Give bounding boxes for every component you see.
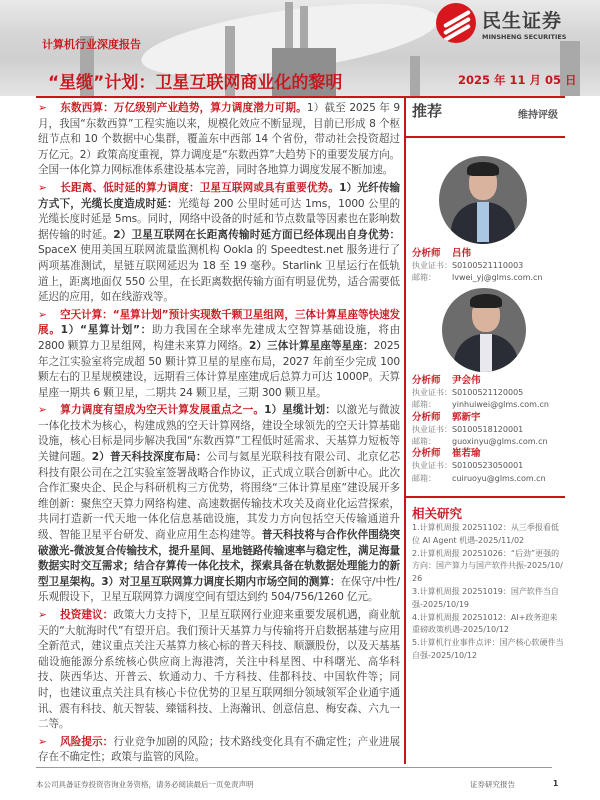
summary-point xyxy=(38,403,400,606)
related-research-title: 相关研究 xyxy=(412,506,463,521)
point-text: 以激光与微波一体化技术为核心，构建成熟的空天计算网络，建设全球领先的空天计算基础设施，核心目标是同步解决我国“东数西算”工程低时延需求、天基算力短板等关键问题。 xyxy=(38,404,400,464)
analyst-email[interactable]: lvwei_yj@glms.com.cn xyxy=(452,273,543,283)
analyst-email[interactable]: cuiruoyu@glms.com.cn xyxy=(452,473,546,483)
related-research-item[interactable]: 4.计算机周报 20251012：AI+政务迎来重磅政策机遇-2025/10/12 xyxy=(412,612,558,635)
bullet-arrow-icon: ➢ xyxy=(38,308,47,321)
related-research-item[interactable]: 3.计算机周报 20251019：国产软件当自强-2025/10/19 xyxy=(412,586,559,609)
email-label: 邮箱： xyxy=(412,400,436,410)
analyst-role: 分析师 xyxy=(412,375,441,386)
summary-point xyxy=(38,181,400,306)
point-subheading: 1）“星算计划”： xyxy=(60,324,152,337)
analyst-card xyxy=(412,375,592,485)
header-divider xyxy=(36,96,565,98)
related-research-item[interactable]: 2.计算机周报 20251026：“后劲”更强的方向：国产算力与国产软件共振-2025/10/26 xyxy=(412,548,563,584)
report-title: “星缆”计划：卫星互联网商业化的黎明 xyxy=(48,73,343,93)
rating-value: 维持评级 xyxy=(518,110,558,121)
page-number: 1 xyxy=(553,779,559,788)
related-research-item[interactable]: 1.计算机周报 20251102：从三季报看低位 AI Agent 机遇-2025/11/02 xyxy=(412,523,559,545)
analyst-role: 分析师 xyxy=(412,248,441,259)
summary-point xyxy=(38,308,400,402)
point-heading: 长距离、低时延的算力调度：卫星互联网或具有重要优势。 xyxy=(60,181,340,194)
analyst-email[interactable]: yinhuiwei@glms.com.cn xyxy=(452,400,549,410)
company-logo xyxy=(436,3,567,43)
analyst-card xyxy=(412,248,592,285)
analyst-name: 崔若瑜 xyxy=(452,448,481,460)
footer-doc-type: 证券研究报告 xyxy=(470,780,515,789)
cert-label: 执业证书： xyxy=(412,461,452,471)
point-text: 1）截至 2025 年 9 月，我国“东数西算”工程实施以来，规模化效应不断显现，目前已形成 8 个枢纽节点和 10 个数据中心集群，覆盖东中西部 14 个省份，带动社会投资超过万亿元。2）政策高度重视，算力调度是“东数西算”大趋势下的重要发展方向。全国一体化算力网标准体系建设基本完善，同时各地算力调度发展不断加速。 xyxy=(38,102,400,177)
summary-point xyxy=(38,608,400,733)
summary-point xyxy=(38,101,400,179)
point-heading: 空天计算：“星算计划”预计实现数千颗卫星组网，三体计算星座等快速发展。 xyxy=(38,308,400,337)
point-text: 公司与氦星光联科技有限公司、北京亿芯科技有限公司在之江实验室签署战略合作协议，正式成立联合创新中心。此次合作汇聚央企、民企与科研机构三方优势，将围绕“三体计算星座”建设展开多维创新：聚焦空天算力网络构建、高速数据传输技术攻关及商业化运营探索，共同打造新一代天地一体化信息基础设施，其发力方向包括空天传输通道升级、智能卫星平台研发、商业应用生态构建等。 xyxy=(38,451,400,542)
point-text: 在保守/中性/乐观假设下，卫星互联网算力调度空间有望达到约 504/756/1260 亿元。 xyxy=(38,575,400,604)
point-subheading: 普天科技将与合作伙伴围绕突破激光-微波复合传输技术，提升星间、星地链路传输速率与稳定性，满足海量数据实时交互需求；结合存算传一体化技术，探索具备在轨数据处理能力的新型卫星架构。3）对卫星互联网算力调度长期内市场空间的测算： xyxy=(38,529,400,588)
point-subheading: 1）光纤传输方式下，光缆长度造成时延： xyxy=(38,181,400,210)
footer-disclaimer: 本公司具备证券投资咨询业务资格，请务必阅读最后一页免责声明 xyxy=(36,780,254,789)
column-divider xyxy=(404,96,406,764)
analyst-photo xyxy=(439,156,527,244)
point-heading: 风险提示： xyxy=(60,735,114,748)
email-label: 邮箱： xyxy=(412,473,436,483)
bullet-arrow-icon: ➢ xyxy=(38,102,47,114)
point-heading: 算力调度有望成为空天计算发展重点之一。 xyxy=(60,404,265,417)
point-subheading: 2）三体计算星座等星座： xyxy=(248,339,374,352)
report-type: 计算机行业深度报告 xyxy=(42,38,141,51)
bullet-arrow-icon: ➢ xyxy=(38,735,47,748)
point-text: 助力我国在全球率先建成太空智算基础设施，将由 2800 颗算力卫星组网，构建未来算力网络。 xyxy=(38,324,401,352)
rating-label: 推荐 xyxy=(412,102,443,120)
analyst-cert: S0100521110003 xyxy=(452,261,524,271)
point-text: 2025 年之江实验室将完成超 50 颗计算卫星的星座布局，2027 年前至少完成 100 颗左右的卫星规模建设，远期看三体计算星座建成后总算力可达 1000P。天算星座一期共 6 颗卫星，二期共 24 颗卫星，三期 300 颗卫星。 xyxy=(38,339,401,399)
summary-point xyxy=(38,735,400,766)
email-label: 邮箱： xyxy=(412,273,436,283)
bullet-arrow-icon: ➢ xyxy=(38,609,47,621)
analyst-cert: S0100518120001 xyxy=(452,424,524,434)
report-date: 2025 年 11 月 05 日 xyxy=(458,73,577,87)
analyst-name: 吕伟 xyxy=(452,248,472,259)
point-text: 政策大力支持下，卫星互联网行业迎来重要发展机遇，商业航天的“大航海时代”有望开启。我们预计天基算力与传输将开启数据基建与应用全新范式，建议重点关注天基算力核心标的普天科技、顺灏股份，以及天基基础设施能源分系统核心供应商上海港湾，关注中科星图、中科曙光、高华科技、陕西华达、开普云、软通动力、千方科技、佳都科技、中国软件等；同时，也建议重点关注具有核心卡位优势的卫星互联网细分领域领军企业通宇通讯、震有科技、航天智装、臻镭科技、上海瀚讯、创意信息、梅安森、六九一二等。 xyxy=(38,609,401,731)
analyst-role: 分析师 xyxy=(412,448,441,460)
cert-label: 执业证书： xyxy=(412,261,452,271)
analyst-name: 尹会伟 xyxy=(452,375,481,386)
analyst-name: 郭新宇 xyxy=(452,411,481,423)
point-subheading: 2）卫星互联网在长距离传输时延方面已经体现出自身优势： xyxy=(113,228,400,241)
point-heading: 东数西算：万亿级别产业趋势，算力调度潜力可期。 xyxy=(60,102,307,114)
analyst-email[interactable]: guoxinyu@glms.com.cn xyxy=(452,437,548,447)
email-label: 邮箱： xyxy=(412,437,436,447)
bullet-arrow-icon: ➢ xyxy=(38,181,47,194)
sidebar xyxy=(412,100,592,660)
logo-mark-icon xyxy=(436,3,476,43)
sidebar-divider xyxy=(406,136,565,138)
point-heading: 投资建议： xyxy=(60,609,114,621)
banner-building xyxy=(410,56,420,96)
cert-label: 执业证书： xyxy=(412,388,452,398)
sidebar-divider xyxy=(406,496,565,498)
logo-name-cn: 民生证券 xyxy=(482,9,563,32)
logo-name-en: MINSHENG SECURITIES xyxy=(482,32,567,41)
point-text: SpaceX 使用美国互联网流量监测机构 Ookla 的 Speedtest.net 服务进行了两项基准测试，星链互联网延迟为 18 至 19 毫秒。Starlink 卫星运行在低轨道上，距离地面仅 550 公里，在长距离数据传输方面有明显优势，适合需要低延迟的应用，如在线游戏等。 xyxy=(38,244,400,304)
analyst-cert: S0100523050001 xyxy=(452,461,524,471)
point-subheading: 1）星缆计划： xyxy=(264,404,336,417)
point-text: 光缆每 200 公里时延可达 1ms，1000 公里的光缆长度时延是 5ms。同时，网络中设备的时延和节点数量等因素也在影响数据传输的时延。 xyxy=(38,197,400,241)
related-research-list xyxy=(412,522,564,663)
analyst-role: 分析师 xyxy=(412,411,441,423)
cert-label: 执业证书： xyxy=(412,424,452,434)
point-text: 行业竞争加剧的风险；技术路线变化具有不确定性；产业进展存在不确定性；政策与监管的风险。 xyxy=(38,735,401,764)
analyst-photo xyxy=(442,288,526,372)
summary-body xyxy=(38,101,400,768)
analyst-cert: S0100521120005 xyxy=(452,388,524,398)
related-research-item[interactable]: 5.计算机行业事件点评：国产核心软硬件当自强-2025/10/12 xyxy=(412,638,564,660)
footer-divider xyxy=(36,767,552,768)
point-subheading: 2）普天科技深度布局： xyxy=(91,451,207,464)
bullet-arrow-icon: ➢ xyxy=(38,404,47,417)
